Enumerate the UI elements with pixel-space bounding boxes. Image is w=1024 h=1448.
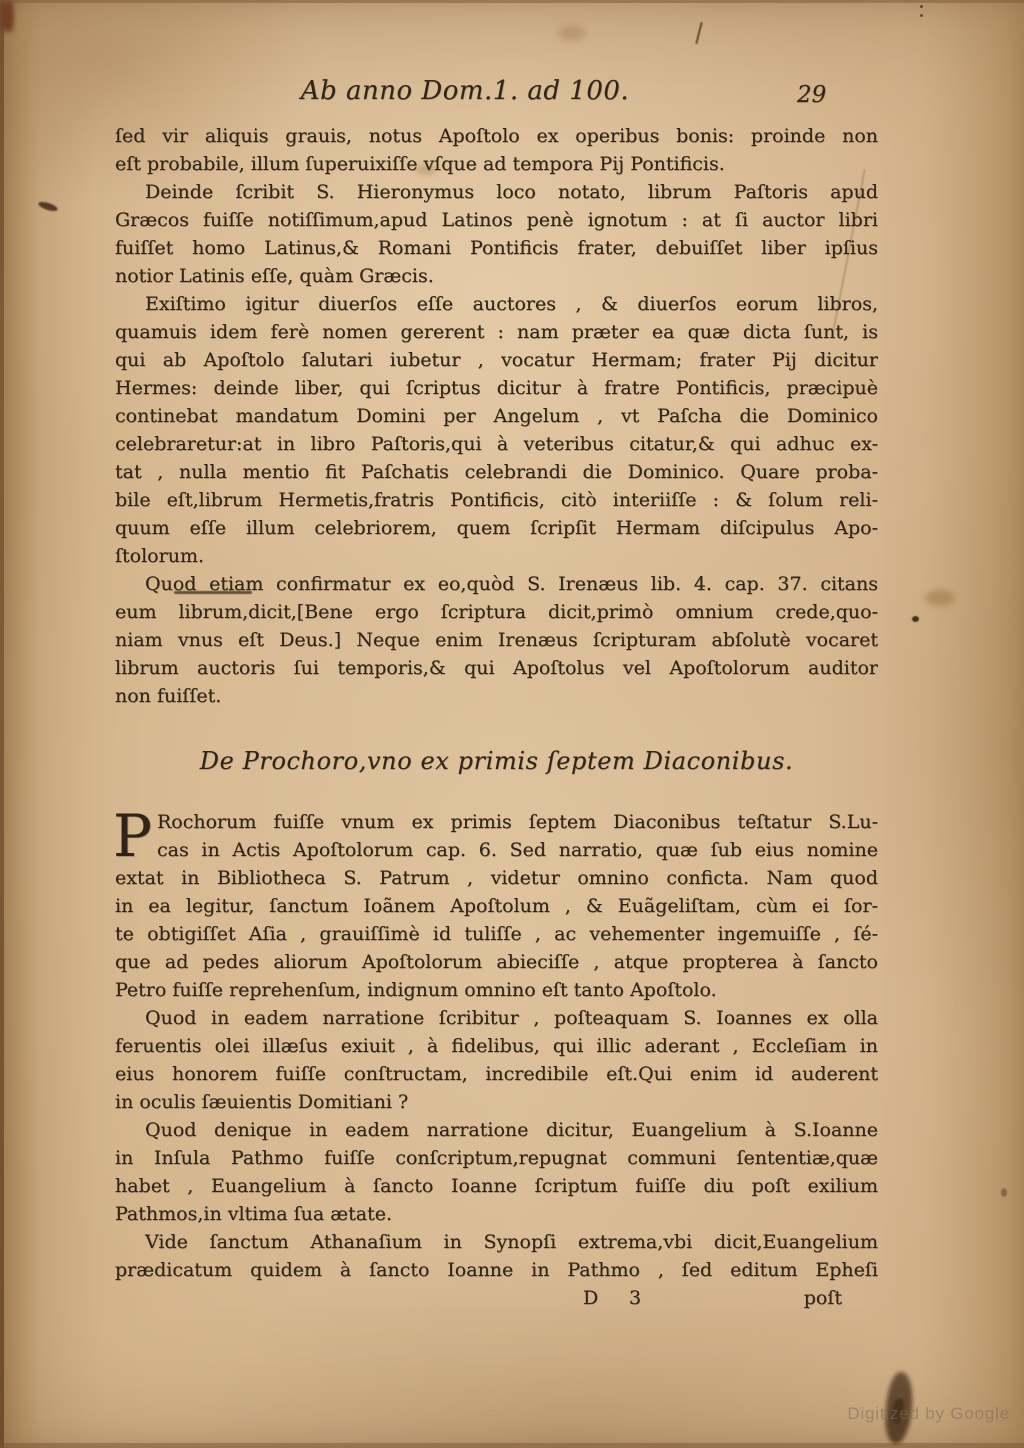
text-line: habet , Euangelium à ſancto Ioanne ſcriptum fuiſſe diu poſt exilium [115,1175,878,1197]
ink-fleck [1001,1188,1007,1197]
page-left-edge-shadow [0,0,4,1448]
text-line: fuiſſet homo Latinus,& Romani Pontificis frater, debuiſſet liber ipſius [115,237,878,259]
ink-fleck [37,200,58,213]
text-line: cas in Actis Apoſtolorum cap. 6. Sed narratio, quæ ſub eius nomine [157,839,878,861]
text-line: Petro fuiſſe reprehenſum, indignum omnino eſt tanto Apoſtolo. [115,979,717,1001]
text-line: Exiſtimo igitur diuerſos eſſe auctores , & diuerſos eorum libros, [145,293,878,315]
text-line: que ad pedes aliorum Apoſtolorum abieciſſe , atque propterea à ſancto [115,951,878,973]
paragraph [115,178,878,290]
text-line: Deinde ſcribit S. Hieronymus loco notato, librum Paſtoris apud [145,181,878,203]
paragraph [115,122,878,178]
digitized-watermark: Digitized by Google [847,1404,1010,1423]
paper-stain [925,590,955,606]
gathering-signature-number: 3 [629,1287,642,1309]
text-line: in Inſula Pathmo fuiſſe conſcriptum,repugnat communi ſententiæ,quæ [115,1147,878,1169]
text-line: ſtolorum. [115,545,204,567]
text-line: Pathmos,in vltima ſua ætate. [115,1203,393,1225]
text-line: Quod in eadem narratione ſcribitur , poſteaquam S. Ioannes ex olla [145,1007,878,1029]
text-line: ſed vir aliquis grauis, notus Apoſtolo ex operibus bonis: proinde non [115,125,878,147]
paragraph [115,1228,878,1284]
text-line: Rochorum fuiſſe vnum ex primis ſeptem Diaconibus teſtatur S.Lu- [157,811,878,833]
ink-fleck [912,616,919,622]
catchword: poſt [803,1287,842,1309]
text-line: continebat mandatum Domini per Angelum , vt Paſcha die Dominico [115,405,878,427]
text-line: non fuiſſet. [115,685,222,707]
drop-cap-initial: P [113,802,153,870]
paragraph [113,802,878,1004]
text-line: Vide ſanctum Athanaſium in Synopſi extrema,vbi dicit,Euangelium [145,1231,878,1253]
page-top-edge-shadow [0,0,1024,3]
text-block [115,122,878,1312]
text-line: qui ab Apoſtolo ſalutari iubetur , vocatur Hermam; frater Pij dicitur [115,349,878,371]
text-line: quum eſſe illum celebriorem, quem ſcripſit Hermam diſcipulus Apo- [115,517,878,539]
text-line: eum librum,dicit,[Bene ergo ſcriptura dicit,primò omnium crede,quo- [115,601,878,623]
text-line: Hermes: deinde liber, qui ſcriptus dicitur à fratre Pontificis, præcipuè [115,377,878,399]
pen-mark [695,22,702,44]
paragraph [115,1116,878,1228]
paragraph [115,570,878,710]
paper-stain [558,26,586,40]
text-line: Quod etiam confirmatur ex eo,quòd S. Irenæus lib. 4. cap. 37. citans [145,573,878,595]
ink-specks [920,5,923,8]
text-line: Græcos fuiſſe notiſſimum,apud Latinos penè ignotum : at ſi auctor libri [115,209,878,231]
section-heading: De Prochoro,vno ex primis ſeptem Diaconibus. [199,747,794,775]
text-line: eius honorem fuiſſe conſtructam, incredibile eſt.Qui enim id auderent [115,1063,878,1085]
paragraph [115,1004,878,1116]
gathering-signature: D [583,1287,599,1309]
text-line: niam vnus eſt Deus.] Neque enim Irenæus ſcripturam abſolutè vocaret [115,629,878,651]
text-line: bile eſt,librum Hermetis,fratris Pontificis, citò interiiſſe : & ſolum reli- [115,489,878,511]
text-line: quamuis idem ferè nomen gererent : nam præter ea quæ dicta ſunt, is [115,321,878,343]
signature-line [115,1284,878,1312]
text-line: in oculis ſæuientis Domitiani ? [115,1091,409,1113]
page-bottom-edge-shadow [0,1443,1024,1448]
page-number: 29 [797,82,827,108]
paragraph [115,290,878,570]
text-line: Quod denique in eadem narratione dicitur, Euangelium à S.Ioanne [145,1119,878,1141]
text-line: notior Latinis eſſe, quàm Græcis. [115,265,434,287]
text-line: tat , nulla mentio fit Paſchatis celebrandi die Dominico. Quare proba- [115,461,878,483]
running-title: Ab anno Dom.1. ad 100. [300,76,630,106]
corner-stain [0,0,14,32]
text-line: prædicatum quidem à ſancto Ioanne in Pathmo , ſed editum Epheſi [115,1259,878,1281]
text-line: in ea legitur, ſanctum Ioãnem Apoſtolum , & Euãgeliſtam, cùm ei ſor- [115,895,878,917]
text-line: feruentis olei illæſus exiuit , à fidelibus, qui illic aderant , Eccleſiam in [115,1035,878,1057]
text-line: eſt probabile, illum ſuperuixiſſe vſque ad tempora Pij Pontificis. [115,153,725,175]
text-line: extat in Bibliotheca S. Patrum , videtur omnino conficta. Nam quod [115,867,878,889]
text-line: celebraretur:at in libro Paſtoris,qui à veteribus citatur,& qui adhuc ex- [115,433,878,455]
text-line: te obtigiſſet Aſia , grauiſſimè id tuliſſe , ac vehementer ingemuiſſe , ſé- [115,923,878,945]
text-line: librum auctoris ſui temporis,& qui Apoſtolus vel Apoſtolorum auditor [115,657,878,679]
